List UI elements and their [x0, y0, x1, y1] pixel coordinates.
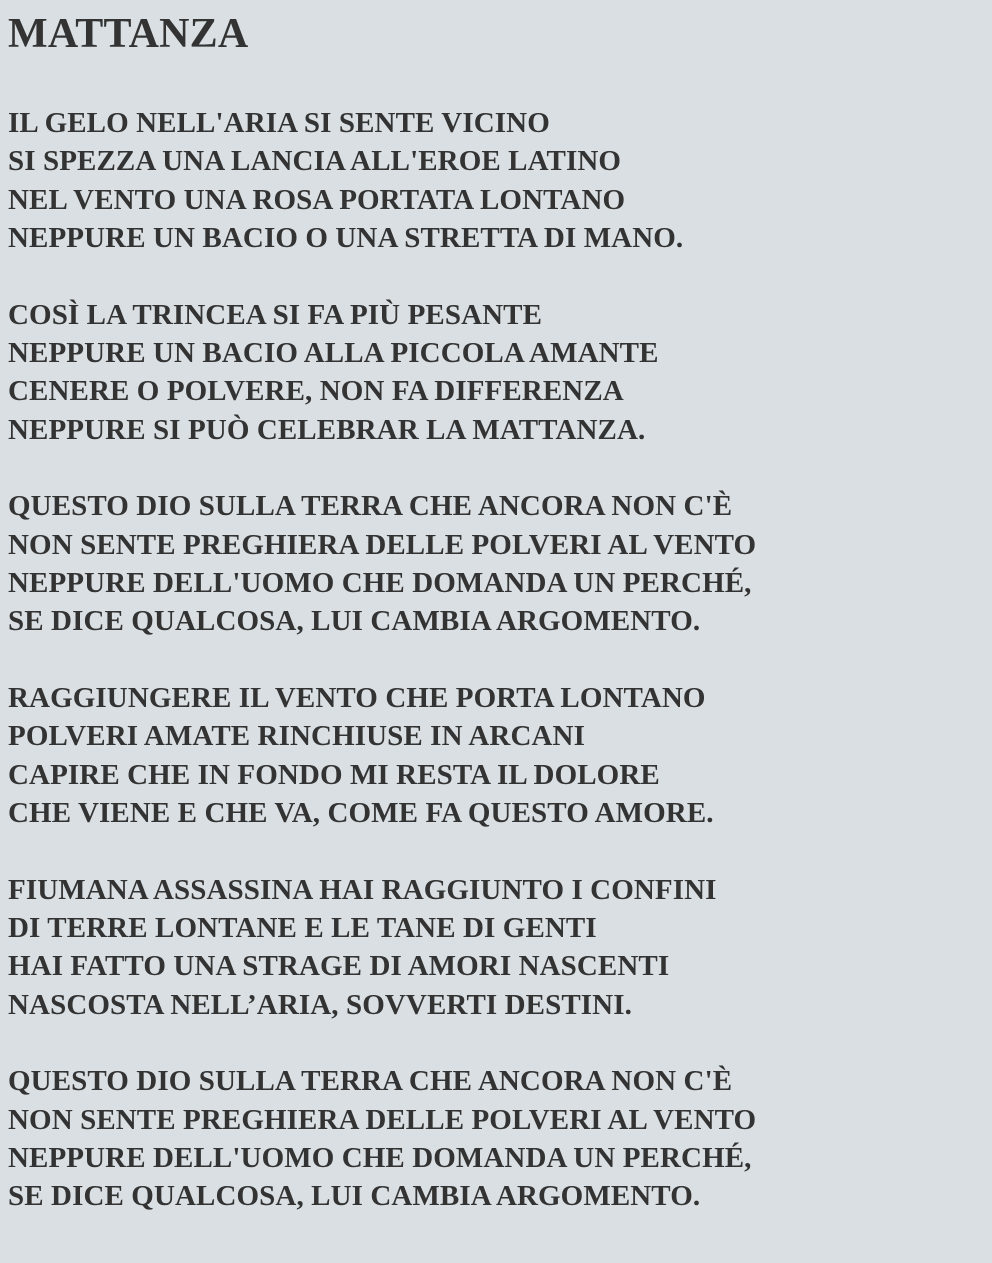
poem-line: IL GELO NELL'ARIA SI SENTE VICINO [8, 107, 550, 139]
poem-line: RAGGIUNGERE IL VENTO CHE PORTA LONTANO [8, 681, 706, 714]
poem-line: CAPIRE CHE IN FONDO MI RESTA IL DOLORE [8, 758, 660, 791]
poem-line: QUESTO DIO SULLA TERRA CHE ANCORA NON C'È [8, 1065, 733, 1098]
stanza-2 [8, 296, 992, 450]
poem-line: NEPPURE UN BACIO ALLA PICCOLA AMANTE [8, 337, 659, 370]
stanza-1 [8, 104, 992, 258]
poem-line: CHE VIENE E CHE VA, COME FA QUESTO AMORE. [8, 797, 714, 830]
poem-line: NEPPURE DELL'UOMO CHE DOMANDA UN PERCHÉ, [8, 567, 752, 600]
poem-line: NEPPURE UN BACIO O UNA STRETTA DI MANO. [8, 222, 684, 255]
stanza-4 [8, 679, 992, 833]
stanza-6 [8, 1062, 992, 1216]
poem-line: NEPPURE SI PUÒ CELEBRAR LA MATTANZA. [8, 413, 646, 446]
poem-line: CENERE O POLVERE, NON FA DIFFERENZA [8, 375, 624, 408]
poem-line: NASCOSTA NELL’ARIA, SOVVERTI DESTINI. [8, 988, 632, 1021]
poem-line: NEL VENTO UNA ROSA PORTATA LONTANO [8, 183, 626, 216]
poem-line: FIUMANA ASSASSINA HAI RAGGIUNTO I CONFINI [8, 873, 717, 906]
stanza-5 [8, 871, 992, 1025]
poem-line: NEPPURE DELL'UOMO CHE DOMANDA UN PERCHÉ, [8, 1141, 752, 1174]
poem-line: SI SPEZZA UNA LANCIA ALL'EROE LATINO [8, 145, 622, 178]
poem-line: COSÌ LA TRINCEA SI FA PIÙ PESANTE [8, 298, 543, 331]
poem-line: NON SENTE PREGHIERA DELLE POLVERI AL VENTO [8, 1103, 757, 1136]
poem-body [8, 104, 992, 1216]
poem-line: POLVERI AMATE RINCHIUSE IN ARCANI [8, 720, 585, 753]
poem-line: DI TERRE LONTANE E LE TANE DI GENTI [8, 911, 597, 944]
poem-line: QUESTO DIO SULLA TERRA CHE ANCORA NON C'È [8, 490, 733, 523]
poem-line: SE DICE QUALCOSA, LUI CAMBIA ARGOMENTO. [8, 605, 701, 638]
poem-line: HAI FATTO UNA STRAGE DI AMORI NASCENTI [8, 950, 670, 983]
poem-line: SE DICE QUALCOSA, LUI CAMBIA ARGOMENTO. [8, 1180, 701, 1213]
stanza-3 [8, 487, 992, 641]
poem-title: MATTANZA [8, 11, 249, 57]
poem-line: NON SENTE PREGHIERA DELLE POLVERI AL VENTO [8, 528, 757, 561]
